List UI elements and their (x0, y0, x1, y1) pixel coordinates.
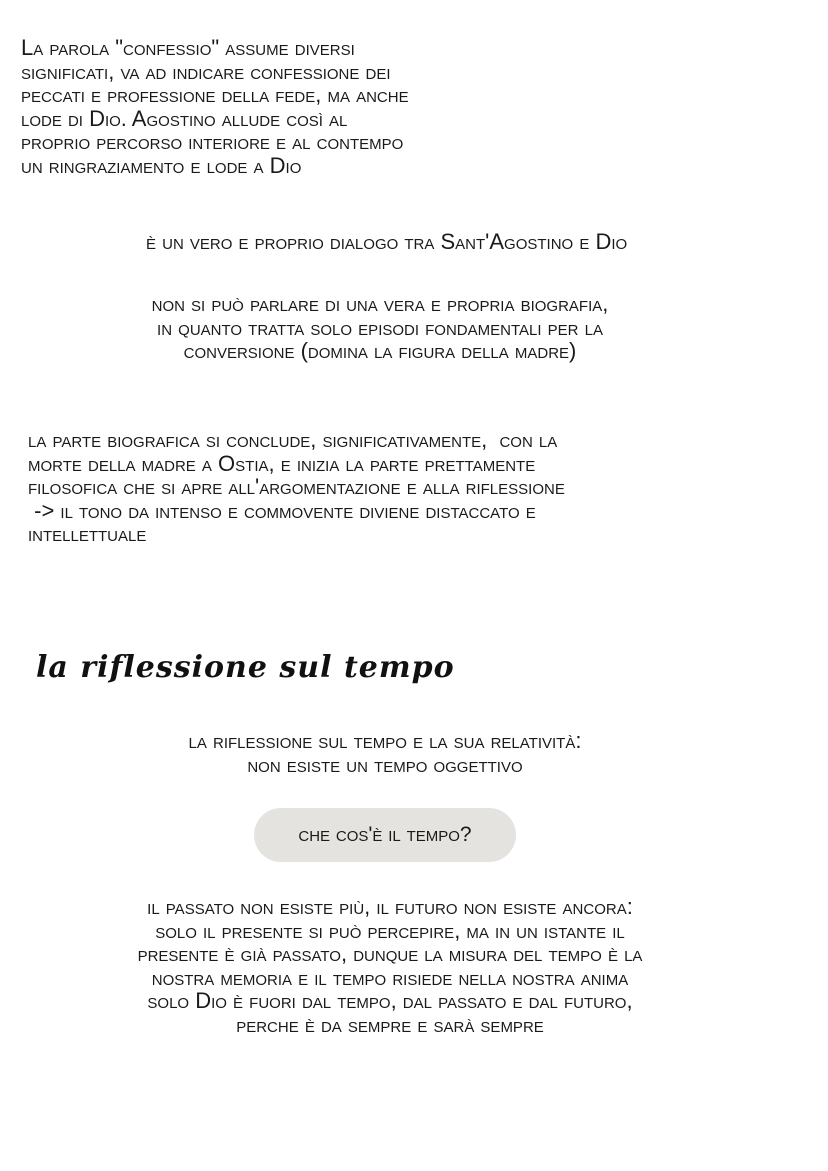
section-title: la riflessione sul tempo (36, 650, 455, 685)
text-line: nostra memoria e il tempo risiede nella nostra anima (151, 964, 629, 990)
text-line: il passato non esiste più, il futuro non esiste ancora: (147, 894, 633, 919)
text-line: -> il tono da intenso e commovente diviene distaccato e (28, 497, 536, 523)
biography-paragraph (40, 292, 720, 363)
text-line: significati, va ad indicare confessione dei (21, 58, 391, 84)
text-line: morte della madre a Ostia, e inizia la parte prettamente (28, 450, 536, 476)
intro-paragraph (21, 36, 409, 177)
text-line: presente è già passato, dunque la misura del tempo è la (137, 941, 643, 966)
text-line: solo Dio è fuori dal tempo, dal passato e dal futuro, (147, 988, 633, 1013)
text-line: in quanto tratta solo episodi fondamentali per la (157, 314, 603, 340)
text-line: la riflessione sul tempo e la sua relatività: (188, 728, 582, 753)
text-line: la parte biografica si conclude, significativamente, con la (28, 427, 558, 452)
dialogue-paragraph (146, 230, 627, 254)
text-line: perche è da sempre e sarà sempre (236, 1011, 544, 1037)
text-line: è un vero e proprio dialogo tra Sant'Agostino e Dio (146, 229, 628, 254)
relativity-paragraph (90, 729, 680, 776)
text-line: un ringraziamento e lode a Dio (21, 152, 302, 178)
text-line: lode di Dio. Agostino allude così al (21, 105, 348, 131)
question-pill: che cos'è il tempo? (254, 808, 516, 862)
text-line: proprio percorso interiore e al contempo (21, 129, 404, 154)
answer-paragraph (20, 895, 760, 1036)
biographic-part-paragraph (28, 428, 565, 546)
text-line: intellettuale (28, 521, 147, 546)
text-line: non esiste un tempo oggettivo (247, 751, 523, 777)
text-line: conversione (domina la figura della madre) (183, 338, 577, 363)
text-line: solo il presente si può percepire, ma in un istante il (155, 917, 625, 943)
text-line: filosofica che si apre all'argomentazione e alla riflessione (28, 474, 565, 499)
text-line: La parola "confessio" assume diversi (21, 35, 355, 60)
text-line: peccati e professione della fede, ma anche (21, 82, 409, 107)
text-line: non si può parlare di una vera e propria biografia, (151, 291, 609, 316)
